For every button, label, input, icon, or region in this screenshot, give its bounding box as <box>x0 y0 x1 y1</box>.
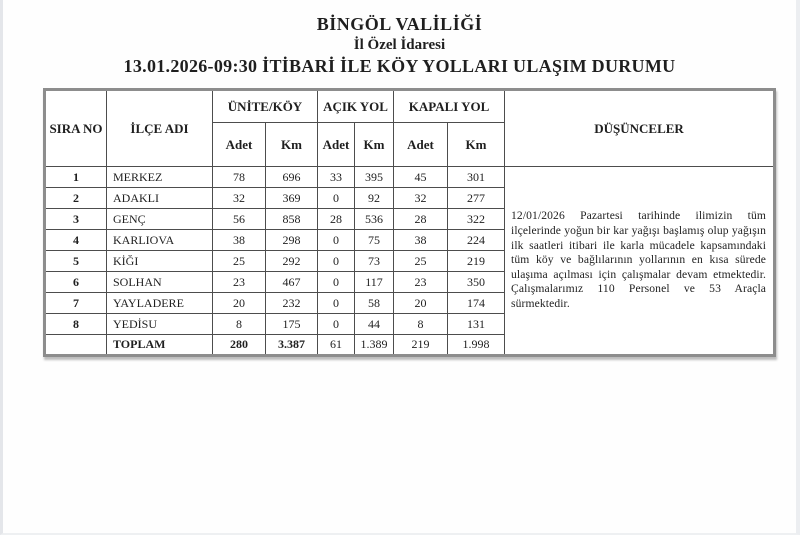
cell-acik-km: 75 <box>355 230 394 251</box>
header-kapali-adet: Adet <box>394 123 448 167</box>
cell-kapali-km: 350 <box>448 272 505 293</box>
cell-unite-km: 467 <box>266 272 318 293</box>
cell-unite-adet: 20 <box>213 293 266 314</box>
cell-kapali-km: 277 <box>448 188 505 209</box>
cell-unite-km: 175 <box>266 314 318 335</box>
cell-kapali-adet: 23 <box>394 272 448 293</box>
cell-acik-km: 395 <box>355 167 394 188</box>
table-row <box>45 167 775 188</box>
cell-ilce-adi: GENÇ <box>107 209 213 230</box>
cell-kapali-km: 219 <box>448 251 505 272</box>
cell-acik-adet: 33 <box>318 167 355 188</box>
header-kapali-km: Km <box>448 123 505 167</box>
cell-remarks: 12/01/2026 Pazartesi tarihinde ilimizin tüm ilçelerinde yoğun bir kar yağışı başlamış olup yağışın ilk saatleri itibari ile karla mücadele kapsamındaki tüm köy ve bağlılarının yollarının en kısa sürede ulaşıma açılması için çalışmalar devam etmektedir. Çalışmalarımız 110 Personel ve 53 Araçla sürmektedir. <box>505 167 775 356</box>
header-unite-km: Km <box>266 123 318 167</box>
cell-unite-adet: 78 <box>213 167 266 188</box>
cell-ilce-adi: ADAKLI <box>107 188 213 209</box>
cell-unite-adet: 23 <box>213 272 266 293</box>
cell-acik-adet: 0 <box>318 272 355 293</box>
cell-sira-no: 1 <box>45 167 107 188</box>
header-kapali-yol: KAPALI YOL <box>394 90 505 123</box>
cell-acik-km: 536 <box>355 209 394 230</box>
cell-sira-no: 5 <box>45 251 107 272</box>
header-unite-adet: Adet <box>213 123 266 167</box>
cell-unite-km: 292 <box>266 251 318 272</box>
title-report-line: 13.01.2026-09:30 İTİBARİ İLE KÖY YOLLARI ULAŞIM DURUMU <box>123 56 676 77</box>
cell-acik-adet: 0 <box>318 293 355 314</box>
cell-acik-adet: 0 <box>318 314 355 335</box>
header-acik-km: Km <box>355 123 394 167</box>
cell-sira-no: 6 <box>45 272 107 293</box>
table-body <box>45 167 775 356</box>
cell-ilce-adi: YAYLADERE <box>107 293 213 314</box>
cell-sira-no-empty <box>45 335 107 356</box>
cell-kapali-km: 322 <box>448 209 505 230</box>
cell-kapali-adet: 8 <box>394 314 448 335</box>
cell-total-acik-adet: 61 <box>318 335 355 356</box>
cell-ilce-adi: SOLHAN <box>107 272 213 293</box>
cell-kapali-km: 301 <box>448 167 505 188</box>
cell-ilce-adi: KİĞI <box>107 251 213 272</box>
cell-unite-km: 298 <box>266 230 318 251</box>
title-block <box>3 0 796 78</box>
cell-unite-adet: 38 <box>213 230 266 251</box>
cell-unite-km: 232 <box>266 293 318 314</box>
cell-kapali-km: 174 <box>448 293 505 314</box>
cell-total-label: TOPLAM <box>107 335 213 356</box>
cell-sira-no: 3 <box>45 209 107 230</box>
cell-unite-km: 858 <box>266 209 318 230</box>
cell-sira-no: 8 <box>45 314 107 335</box>
cell-acik-adet: 0 <box>318 251 355 272</box>
title-administration: İl Özel İdaresi <box>353 36 446 53</box>
cell-kapali-adet: 32 <box>394 188 448 209</box>
header-acik-adet: Adet <box>318 123 355 167</box>
cell-acik-km: 92 <box>355 188 394 209</box>
cell-kapali-adet: 38 <box>394 230 448 251</box>
cell-total-unite-adet: 280 <box>213 335 266 356</box>
header-dusunceler: DÜŞÜNCELER <box>505 90 775 167</box>
cell-acik-km: 73 <box>355 251 394 272</box>
header-acik-yol: AÇIK YOL <box>318 90 394 123</box>
cell-kapali-adet: 20 <box>394 293 448 314</box>
cell-acik-km: 44 <box>355 314 394 335</box>
cell-unite-km: 369 <box>266 188 318 209</box>
cell-ilce-adi: MERKEZ <box>107 167 213 188</box>
cell-sira-no: 7 <box>45 293 107 314</box>
cell-total-kapali-km: 1.998 <box>448 335 505 356</box>
header-sira-no: SIRA NO <box>45 90 107 167</box>
cell-sira-no: 2 <box>45 188 107 209</box>
cell-kapali-adet: 28 <box>394 209 448 230</box>
cell-unite-adet: 32 <box>213 188 266 209</box>
road-status-table <box>43 88 776 357</box>
cell-unite-adet: 25 <box>213 251 266 272</box>
header-unite-koy: ÜNİTE/KÖY <box>213 90 318 123</box>
cell-acik-adet: 0 <box>318 230 355 251</box>
cell-acik-km: 58 <box>355 293 394 314</box>
cell-kapali-km: 131 <box>448 314 505 335</box>
cell-acik-adet: 28 <box>318 209 355 230</box>
cell-kapali-adet: 25 <box>394 251 448 272</box>
cell-sira-no: 4 <box>45 230 107 251</box>
cell-kapali-adet: 45 <box>394 167 448 188</box>
cell-acik-adet: 0 <box>318 188 355 209</box>
cell-total-acik-km: 1.389 <box>355 335 394 356</box>
cell-unite-km: 696 <box>266 167 318 188</box>
title-governorship: BİNGÖL VALİLİĞİ <box>316 14 483 34</box>
cell-unite-adet: 56 <box>213 209 266 230</box>
cell-ilce-adi: YEDİSU <box>107 314 213 335</box>
cell-total-unite-km: 3.387 <box>266 335 318 356</box>
cell-acik-km: 117 <box>355 272 394 293</box>
cell-kapali-km: 224 <box>448 230 505 251</box>
cell-ilce-adi: KARLIOVA <box>107 230 213 251</box>
cell-unite-adet: 8 <box>213 314 266 335</box>
header-ilce-adi: İLÇE ADI <box>107 90 213 167</box>
cell-total-kapali-adet: 219 <box>394 335 448 356</box>
